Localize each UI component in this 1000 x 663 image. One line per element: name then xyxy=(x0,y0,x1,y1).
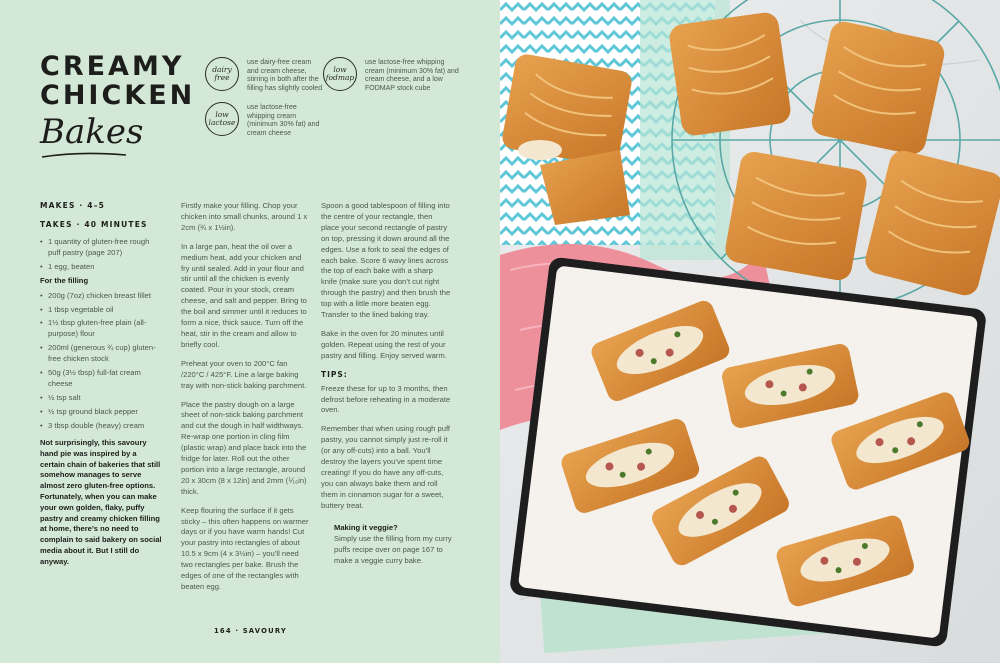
veggie-heading: Making it veggie? xyxy=(334,523,398,532)
tip-item: Remember that when using rough puff pastry, you cannot simply just re-roll it (or any off-cuts) into a ball. You’ll destroy the layers you’ve spent time creating! If you do have any off-cuts, you can always bake them and roll them in cinnamon sugar for a sweet, buttery treat. xyxy=(321,424,451,510)
list-item: • 200ml (generous ¾ cup) gluten-free chicken stock xyxy=(40,343,162,365)
veggie-note xyxy=(334,523,459,567)
badge-text: use lactose-free whipping cream (minimum 30% fat) and cream cheese xyxy=(247,104,320,137)
takes-label: TAKES · 40 MINUTES xyxy=(40,220,148,229)
badge-low-fodmap xyxy=(323,57,463,93)
list-item: • 1 quantity of gluten-free rough puff pastry (page 207) xyxy=(40,237,162,259)
tips-heading: TIPS: xyxy=(321,369,348,379)
list-item: • 1 tbsp vegetable oil xyxy=(40,305,162,316)
title-script: Bakes xyxy=(40,112,144,152)
list-item: • ½ tsp ground black pepper xyxy=(40,407,162,418)
pastry-rack-2 xyxy=(809,19,947,157)
dairy-free-icon: dairy free xyxy=(205,57,239,91)
method-step: Firstly make your filling. Chop your chicken into small chunks, around 1 x 2cm (¾ x 1½in). xyxy=(181,201,308,232)
badge-low-lactose xyxy=(205,102,323,138)
pastry-top-left xyxy=(501,52,634,167)
intro-text: Not surprisingly, this savoury hand pie was inspired by a certain chain of bakeries that still somehow manages to serve almost zero gluten-free options. Fortunately, when you can make your own golden, flaky, puffy pastry and creamy chicken filling at home, there’s no need to complain to said bakery on social media about it. But I still do anyway. xyxy=(40,438,162,566)
list-item: • 1½ tbsp gluten-free plain (all-purpose) flour xyxy=(40,318,162,340)
ingredients-column xyxy=(40,237,162,435)
method-step: Bake in the oven for 20 minutes until golden. Repeat using the rest of your pastry and filling. Enjoy served warm. xyxy=(321,328,447,360)
method-step: Spoon a good tablespoon of filling into the centre of your rectangle, then place your second rectangle of pastry on top, pressing it down around all the edges. Use a fork to seal the edges of each bake. Score 6 wavy lines across the top of each bake with a sharp knife (make sure you don’t cut right through the pastry) and then brush the top with a little more beaten egg. Transfer to the lined baking tray. xyxy=(321,201,451,320)
method-step: Keep flouring the surface if it gets sticky – this often happens on warmer days or if you have warm hands! Cut your pastry into rectangles of about 10.5 x 9cm (4 x 3½in) – you’ll need two rectangles per bake. Brush the edges of one of the rectangles with beaten egg. xyxy=(181,505,309,591)
low-fodmap-icon: low fodmap xyxy=(323,57,357,91)
method-step: In a large pan, heat the oil over a medium heat, add your chicken and fry until sealed. Add in your flour and stir until all the chicken is evenly coated. Pour in your stock, cream cheese, and salt and pepper. Bring to the boil and simmer until it reduces to form a nice, thick sauce. Turn off the heat, stir in the cream and allow to briefly cool. xyxy=(181,241,307,349)
pastry-rack-3 xyxy=(723,150,869,283)
pastry-ingredients xyxy=(40,237,162,273)
badge-text: use dairy-free cream and cream cheese, stirring in both after the filling has slightly cooled xyxy=(247,59,323,92)
badge-dairy-free xyxy=(205,57,323,93)
method-step: Preheat your oven to 200°C fan /220°C / 425°F. Line a large baking tray with non-stick baking parchment. xyxy=(181,358,307,390)
title-line-1: CREAMY xyxy=(40,51,185,82)
list-item: • 200g (7oz) chicken breast fillet xyxy=(40,291,162,302)
title-underline-icon xyxy=(40,145,180,165)
list-item: • 3 tbsp double (heavy) cream xyxy=(40,421,162,432)
method-column-1 xyxy=(181,201,311,601)
recipe-title xyxy=(40,52,195,152)
veggie-text: Simply use the filling from my curry puffs recipe over on page 167 to make a veggie curry bake. xyxy=(334,533,452,565)
method-step: Place the pastry dough on a large sheet of non-stick baking parchment and cut the dough in half widthways. Re-wrap one portion in cling film (plastic wrap) and place back into the fridge for later. Roll out the other portion into a large rectangle, around 20 x 30cm (8 x 12in) and 2mm (⅟₁₆in) thick. xyxy=(181,399,307,496)
badge-text: use lactose-free whipping cream (minimum 30% fat) and cream cheese, and a low FODMAP stock cube xyxy=(365,59,459,92)
filling-ingredients xyxy=(40,291,162,432)
pastry-rack-1 xyxy=(668,11,793,137)
title-line-2: CHICKEN xyxy=(40,80,196,111)
method-column-2 xyxy=(321,201,451,520)
tip-item: Freeze these for up to 3 months, then defrost before reheating in a moderate oven. xyxy=(321,383,451,415)
makes-label: MAKES · 4–5 xyxy=(40,201,106,210)
list-item: • ½ tsp salt xyxy=(40,393,162,404)
list-item: • 1 egg, beaten xyxy=(40,262,162,273)
list-item: • 50g (3½ tbsp) full-fat cream cheese xyxy=(40,368,162,390)
recipe-photo xyxy=(500,0,1000,663)
low-lactose-icon: low lactose xyxy=(205,102,239,136)
page-footer: 164 · SAVOURY xyxy=(214,627,288,635)
recipe-meta xyxy=(40,201,148,239)
filling-heading: For the filling xyxy=(40,275,89,285)
